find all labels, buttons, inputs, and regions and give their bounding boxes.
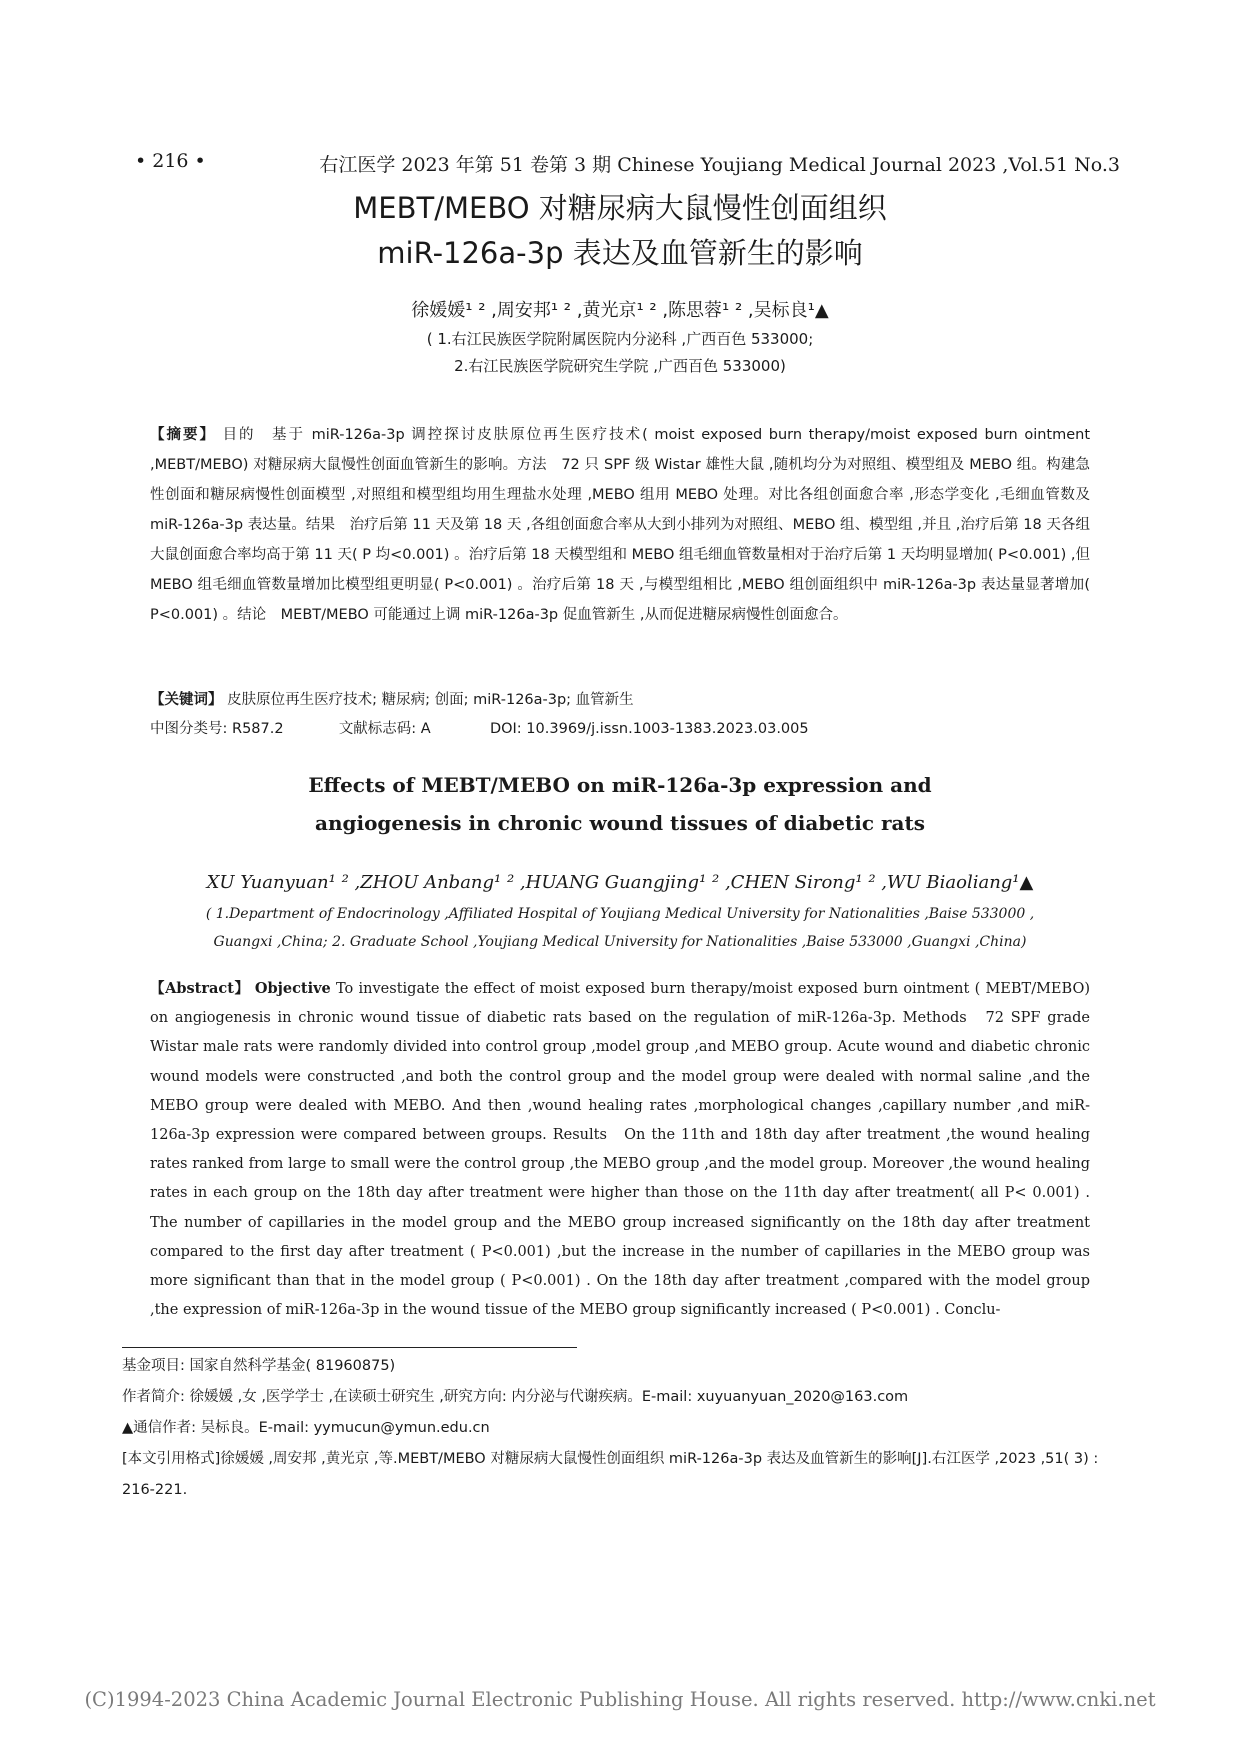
document-code: 文献标志码: A bbox=[338, 721, 431, 737]
abstract-cn-text: 目的 基于 miR-126a-3p 调控探讨皮肤原位再生医疗技术( moist exposed burn therapy/moist exposed burn ointment ,MEBT/MEBO) 对糖尿病大鼠慢性创面血管新生的影响。方法 72 只 SPF 级 Wistar 雄性大鼠 ,随机均分为对照组、模型组及 MEBO 组。构建急性创面和糖尿病慢性创面模型 ,对照组和模型组均用生理盐水处理 ,MEBO 组用 MEBO 处理。对比各组创面愈合率 ,形态学变化 ,毛细血管数及 miR-126a-3p 表达量。结果 治疗后第 11 天及第 18 天 ,各组创面愈合率从大到小排列为对照组、MEBO 组、模型组 ,并且 ,治疗后第 18 天各组大鼠创面愈合率均高于第 11 天( P 均<0.001) 。治疗后第 18 天模型组和 MEBO 组毛细血管数量相对于治疗后第 1 天均明显增加( P<0.001) ,但 MEBO 组毛细血管数量增加比模型组更明显( P<0.001) 。治疗后第 18 天 ,与模型组相比 ,MEBO 组创面组织中 miR-126a-3p 表达量显著增加( P<0.001) 。结论 MEBT/MEBO 可能通过上调 miR-126a-3p 促血管新生 ,从而促进糖尿病慢性创面愈合。 bbox=[150, 427, 1091, 623]
citation-format: [本文引用格式]徐媛媛 ,周安邦 ,黄光京 ,等.MEBT/MEBO 对糖尿病大鼠慢性创面组织 miR-126a-3p 表达及血管新生的影响[J].右江医学 ,2023 ,51( 3) : 216-221. bbox=[122, 1451, 1099, 1498]
copyright-footer: (C)1994-2023 China Academic Journal Electronic Publishing House. All rights reserved. http://www.cnki.net bbox=[84, 1688, 1156, 1711]
affiliation-cn-line-1: ( 1.右江民族医学院附属医院内分泌科 ,广西百色 533000; bbox=[426, 330, 814, 348]
authors-cn: 徐媛媛¹ ² ,周安邦¹ ² ,黄光京¹ ² ,陈思蓉¹ ² ,吴标良¹▲ bbox=[411, 300, 829, 321]
page-number: • 216 • bbox=[135, 150, 206, 172]
footnote-divider bbox=[122, 1347, 577, 1348]
abstract-cn bbox=[150, 420, 1090, 630]
corresponding-author: ▲通信作者: 吴标良。E-mail: yymucun@ymun.edu.cn bbox=[122, 1420, 490, 1436]
keywords-cn-text: 皮肤原位再生医疗技术; 糖尿病; 创面; miR-126a-3p; 血管新生 bbox=[227, 692, 634, 708]
classification-line bbox=[150, 717, 809, 738]
abstract-en-label: 【Abstract】 bbox=[150, 980, 250, 997]
keywords-cn-label: 【关键词】 bbox=[150, 692, 223, 708]
fund-note: 基金项目: 国家自然科学基金( 81960875) bbox=[122, 1358, 396, 1374]
author-intro: 作者简介: 徐媛媛 ,女 ,医学学士 ,在读硕士研究生 ,研究方向: 内分泌与代谢疾病。E-mail: xuyuanyuan_2020@163.com bbox=[122, 1389, 909, 1405]
keywords-cn bbox=[150, 688, 634, 709]
abstract-en bbox=[150, 974, 1090, 1325]
journal-info: 右江医学 2023 年第 51 卷第 3 期 Chinese Youjiang Medical Journal 2023 ,Vol.51 No.3 bbox=[319, 154, 1120, 176]
authors-en: XU Yuanyuan¹ ² ,ZHOU Anbang¹ ² ,HUANG Guangjing¹ ² ,CHEN Sirong¹ ² ,WU Biaoliang¹▲ bbox=[206, 872, 1034, 893]
clc-number: 中图分类号: R587.2 bbox=[150, 721, 284, 737]
objective-label: Objective bbox=[254, 980, 331, 997]
affiliation-en-line-2: Guangxi ,China; 2. Graduate School ,Youjiang Medical University for Nationalities ,Baise 533000 ,Guangxi ,China) bbox=[213, 934, 1027, 950]
title-cn-line-2: miR-126a-3p 表达及血管新生的影响 bbox=[377, 236, 863, 270]
title-cn-line-1: MEBT/MEBO 对糖尿病大鼠慢性创面组织 bbox=[353, 191, 887, 225]
abstract-cn-label: 【摘要】 bbox=[150, 427, 216, 443]
title-en-line-1: Effects of MEBT/MEBO on miR-126a-3p expression and bbox=[308, 773, 932, 797]
affiliation-en-line-1: ( 1.Department of Endocrinology ,Affiliated Hospital of Youjiang Medical University for Nationalities ,Baise 533000 , bbox=[205, 906, 1035, 922]
doi: DOI: 10.3969/j.issn.1003-1383.2023.03.005 bbox=[489, 721, 809, 737]
affiliation-cn-line-2: 2.右江民族医学院研究生学院 ,广西百色 533000) bbox=[454, 357, 786, 375]
abstract-en-text: To investigate the effect of moist exposed burn therapy/moist exposed burn ointment ( MEBT/MEBO) on angiogenesis in chronic wound tissue of diabetic rats based on the regulation of miR-126a-3p. Methods 72 SPF grade Wistar male rats were randomly divided into control group ,model group ,and MEBO group. Acute wound and diabetic chronic wound models were constructed ,and both the control group and the model group were dealed with normal saline ,and the MEBO group were dealed with MEBO. And then ,wound healing rates ,morphological changes ,capillary number ,and miR-126a-3p expression were compared between groups. Results On the 11th and 18th day after treatment ,the wound healing rates ranked from large to small were the control group ,the MEBO group ,and the model group. Moreover ,the wound healing rates in each group on the 18th day after treatment were higher than those on the 11th day after treatment( all P< 0.001) . The number of capillaries in the model group and the MEBO group increased significantly on the 18th day after treatment compared to the first day after treatment ( P<0.001) ,but the increase in the number of capillaries in the MEBO group was more significant than that in the model group ( P<0.001) . On the 18th day after treatment ,compared with the model group ,the expression of miR-126a-3p in the wound tissue of the MEBO group significantly increased ( P<0.001) . Conclu- bbox=[150, 981, 1090, 1319]
title-en-line-2: angiogenesis in chronic wound tissues of diabetic rats bbox=[314, 811, 925, 835]
